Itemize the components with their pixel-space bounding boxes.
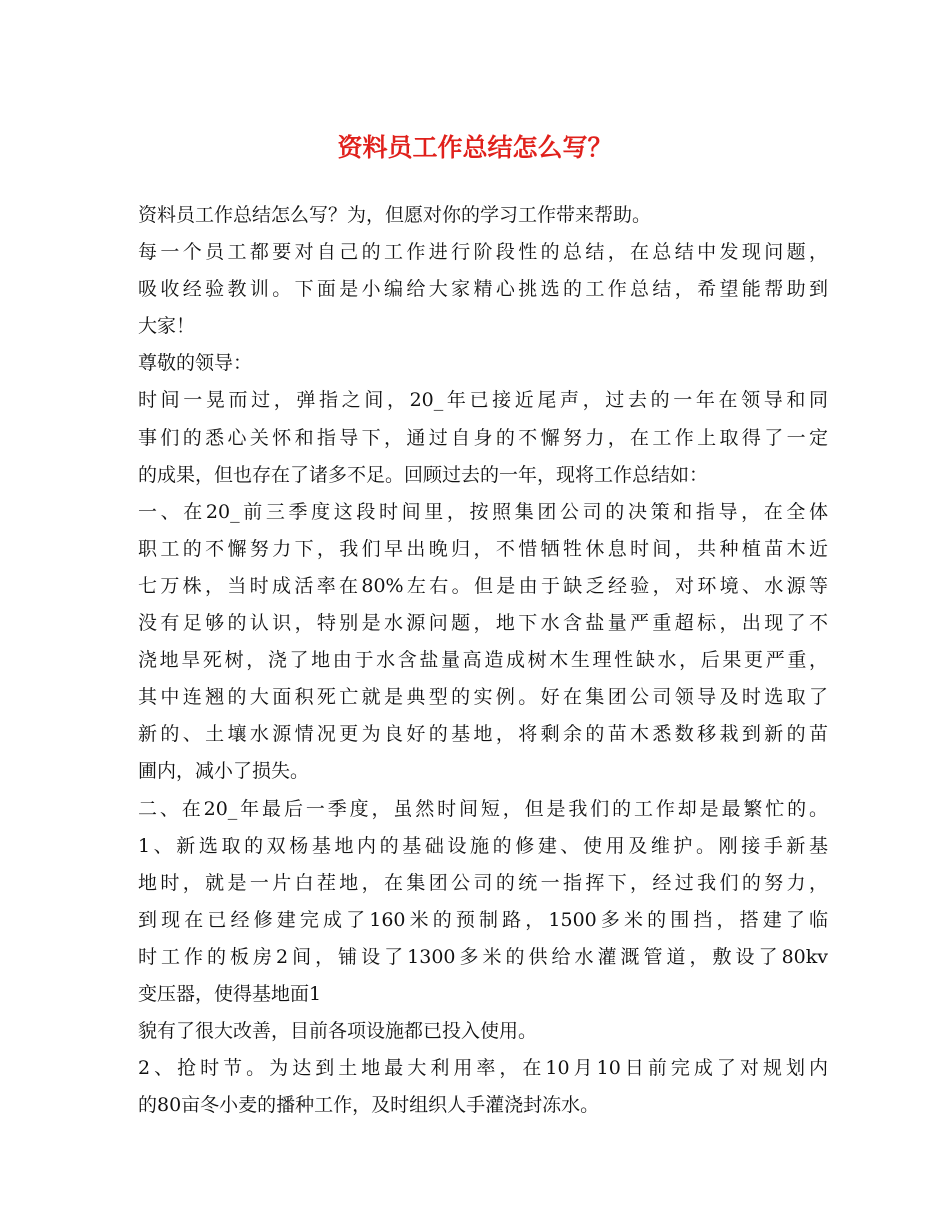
document-title: 资料员工作总结怎么写？ (337, 133, 613, 162)
body-line: 1、新选取的双杨基地内的基础设施的修建、使用及维护。刚接手新基 (138, 834, 828, 857)
body-line: 时间一晃而过，弹指之间，20_年已接近尾声，过去的一年在领导和同 (138, 389, 828, 412)
body-line: 大家！ (138, 315, 196, 338)
body-line: 每一个员工都要对自己的工作进行阶段性的总结，在总结中发现问题， (138, 241, 828, 264)
body-line: 事们的悉心关怀和指导下，通过自身的不懈努力，在工作上取得了一定 (138, 426, 828, 449)
body-line: 地时，就是一片白茬地，在集团公司的统一指挥下，经过我们的努力， (138, 871, 828, 894)
body-line: 资料员工作总结怎么写？为，但愿对你的学习工作带来帮助。 (138, 204, 652, 226)
body-line: 浇地旱死树，浇了地由于水含盐量高造成树木生理性缺水，后果更严重， (138, 649, 828, 672)
document-body (138, 197, 828, 1124)
body-line: 圃内，减小了损失。 (138, 760, 310, 783)
body-line: 变压器，使得基地面1 (138, 982, 322, 1005)
body-line: 的80亩冬小麦的播种工作，及时组织人手灌浇封冻水。 (138, 1094, 600, 1117)
body-line: 没有足够的认识，特别是水源问题，地下水含盐量严重超标，出现了不 (138, 612, 828, 635)
body-line: 到现在已经修建完成了160米的预制路，1500多米的围挡，搭建了临 (138, 908, 828, 931)
body-line: 职工的不懈努力下，我们早出晚归，不惜牺牲休息时间，共种植苗木近 (138, 537, 828, 560)
body-line: 一、在20_前三季度这段时间里，按照集团公司的决策和指导，在全体 (138, 500, 828, 523)
body-line: 时工作的板房2间，铺设了1300多米的供给水灌溉管道，敷设了80kv (138, 945, 828, 968)
body-line: 的成果，但也存在了诸多不足。回顾过去的一年，现将工作总结如： (138, 463, 709, 486)
body-line: 貌有了很大改善，目前各项设施都已投入使用。 (138, 1020, 538, 1043)
body-line: 七万株，当时成活率在80%左右。但是由于缺乏经验，对环境、水源等 (138, 574, 828, 597)
body-line: 新的、土壤水源情况更为良好的基地，将剩余的苗木悉数移栽到新的苗 (138, 723, 828, 746)
body-line: 吸收经验教训。下面是小编给大家精心挑选的工作总结，希望能帮助到 (138, 278, 828, 301)
body-line: 尊敬的领导： (138, 352, 253, 375)
body-line: 2、抢时节。为达到土地最大利用率，在10月10日前完成了对规划内 (138, 1057, 828, 1080)
body-line: 二、在20_年最后一季度，虽然时间短，但是我们的工作却是最繁忙的。 (138, 797, 828, 820)
body-line: 其中连翘的大面积死亡就是典型的实例。好在集团公司领导及时选取了 (138, 686, 828, 709)
